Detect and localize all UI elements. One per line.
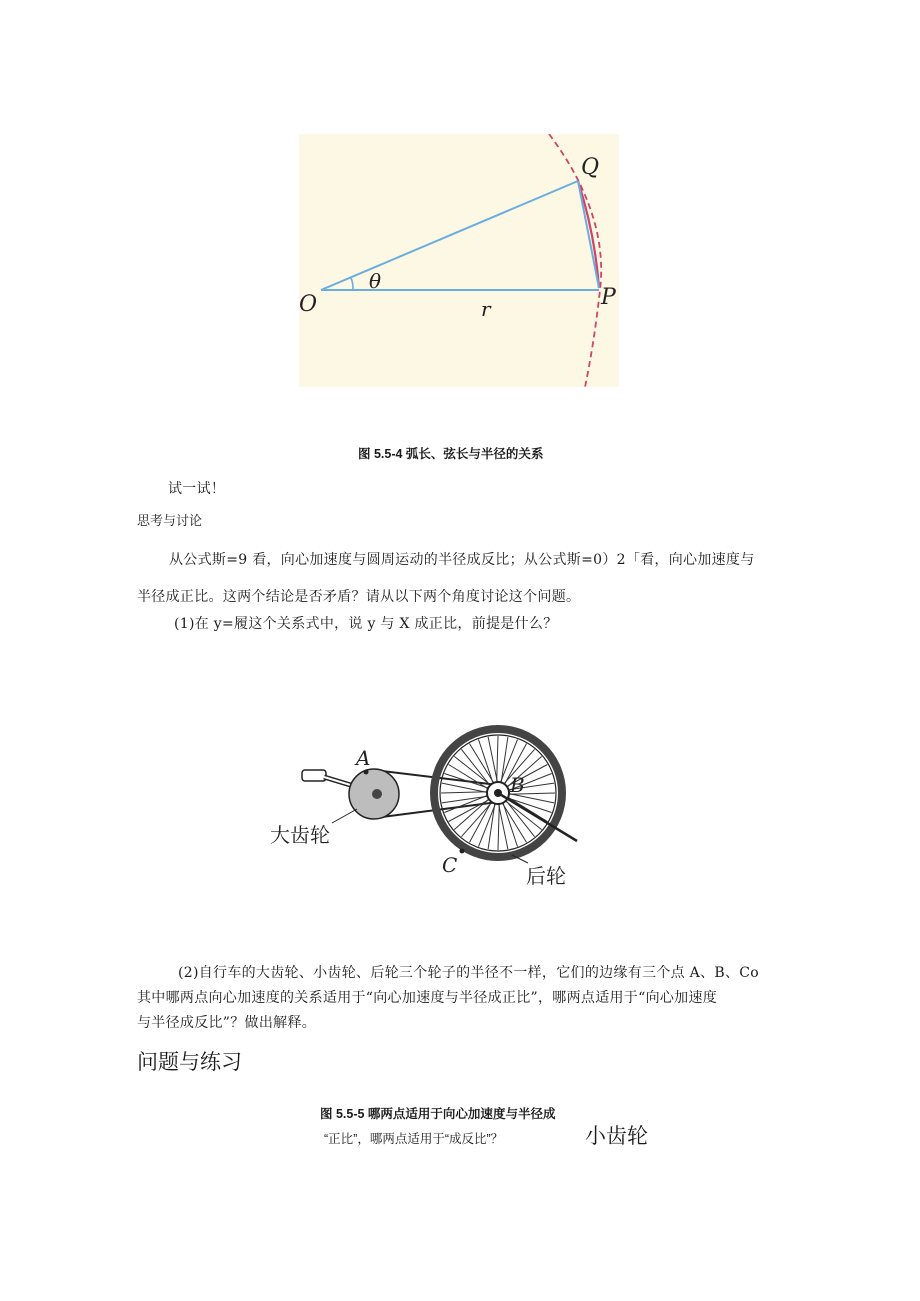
label-o: O xyxy=(299,292,318,317)
wheel-spoke xyxy=(498,804,499,850)
label-q: Q xyxy=(581,155,600,180)
question-item-2-line2: 其中哪两点向心加速度的关系适用于“向心加速度与半径成正比”，哪两点适用于“向心加速度 xyxy=(137,990,718,1006)
label-r: r xyxy=(481,297,491,321)
label-p: P xyxy=(601,285,616,310)
point-c xyxy=(460,849,465,854)
figure2-caption-line1: 图 5.5-5 哪两点适用于向心加速度与半径成 xyxy=(320,1107,556,1121)
big-gear-leader xyxy=(332,809,357,823)
section-heading: 问题与练习 xyxy=(137,1051,242,1074)
try-it-label: 试一试！ xyxy=(168,480,226,496)
paragraph1-line2: 半径成正比。这两个结论是否矛盾？请从以下两个角度讨论这个问题。 xyxy=(137,589,581,605)
figure1-caption: 图 5.5-4 弧长、弦长与半径的关系 xyxy=(358,447,544,461)
wheel-spoke xyxy=(497,736,498,782)
label-c: C xyxy=(442,853,458,877)
label-big-gear: 大齿轮 xyxy=(270,823,330,847)
figure-background xyxy=(299,134,619,387)
section-label: 思考与讨论 xyxy=(137,513,203,528)
big-gear-hub xyxy=(372,789,382,799)
wheel-spoke xyxy=(442,796,488,803)
paragraph1-line1: 从公式斯=9 看，向心加速度与圆周运动的半径成反比；从公式斯=0）2「看，向心加速度与 xyxy=(169,552,755,568)
wheel-spoke xyxy=(501,737,508,783)
point-a xyxy=(364,770,369,775)
figure2-caption-line2: “正比”，哪两点适用于“成反比”？ xyxy=(324,1132,504,1146)
small-gear-label: 小齿轮 xyxy=(585,1125,648,1148)
label-rear-wheel: 后轮 xyxy=(526,864,566,888)
wheel-spoke xyxy=(441,792,487,793)
arc-chord-radius-figure xyxy=(299,134,619,387)
wheel-spoke xyxy=(488,804,495,850)
question-item-2-line3: 与半径成反比”？做出解释。 xyxy=(137,1015,317,1031)
label-a: A xyxy=(356,746,371,770)
pedal xyxy=(302,770,326,781)
question-item-1: (1)在 y=履这个关系式中，说 y 与 X 成正比，前提是什么？ xyxy=(174,616,558,632)
label-theta: θ xyxy=(369,269,382,293)
bicycle-gear-figure xyxy=(262,715,582,895)
label-b: B xyxy=(510,773,525,797)
question-item-2-line1: (2)自行车的大齿轮、小齿轮、后轮三个轮子的半径不一样，它们的边缘有三个点 A、B、Co xyxy=(178,965,760,981)
